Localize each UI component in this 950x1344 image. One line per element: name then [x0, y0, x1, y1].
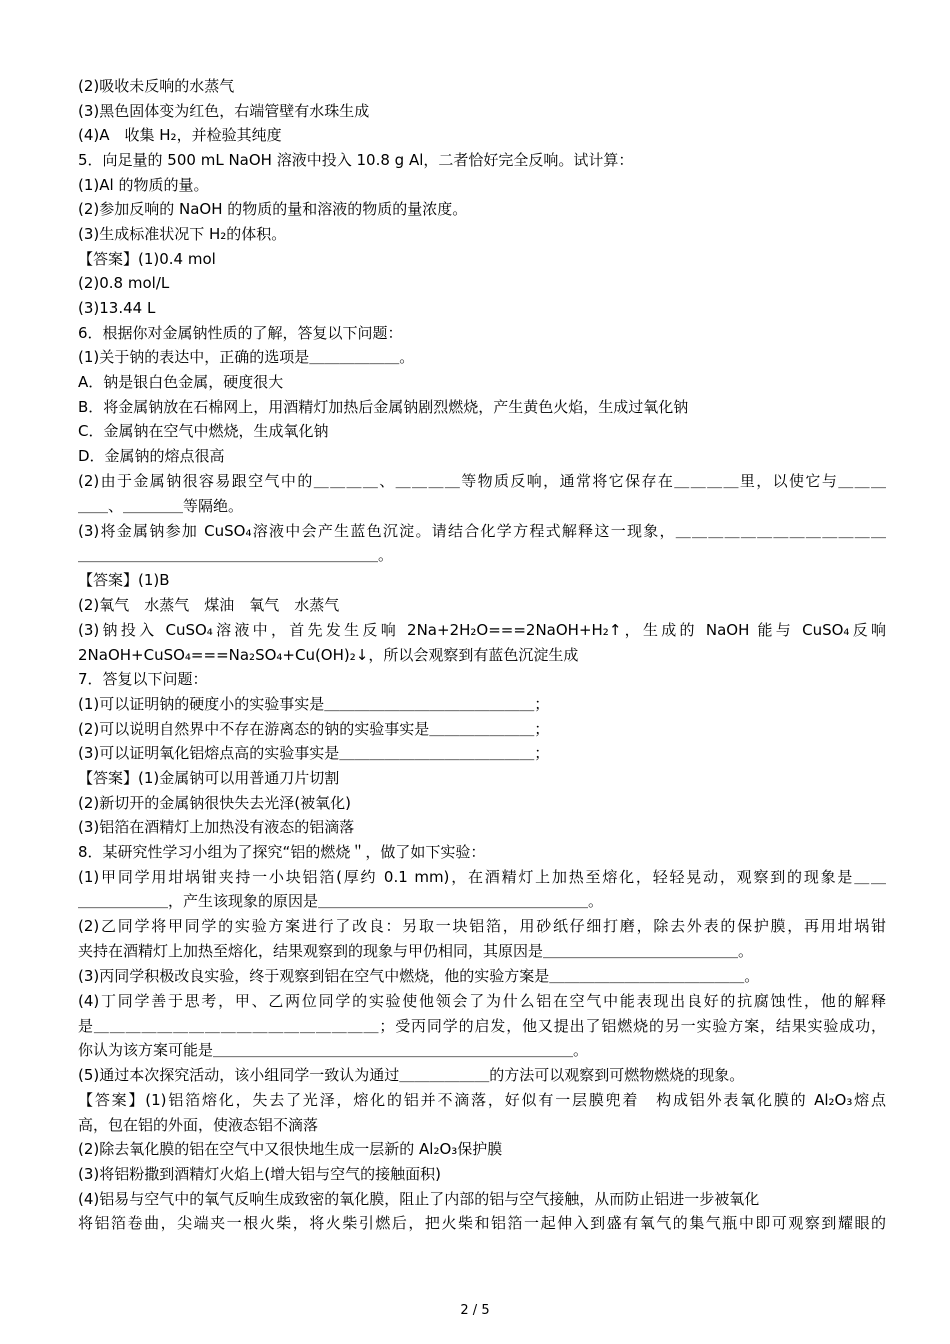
text-line: 5．向足量的 500 mL NaOH 溶液中投入 10.8 g Al，二者恰好完全反响。试计算：	[78, 151, 634, 169]
text-line: (4)铝易与空气中的氧气反响生成致密的氧化膜，阻止了内部的铝与空气接触，从而防止铝进一步被氧化	[78, 1190, 760, 1208]
text-line: 8．某研究性学习小组为了探究“铝的燃烧＂，做了如下实验：	[78, 843, 486, 861]
text-line: (4)丁同学善于思考，甲、乙两位同学的实验使他领会了为什么铝在空气中能表现出良好的抗腐蚀性，他的解释	[78, 992, 886, 1010]
text-line: C．金属钠在空气中燃烧，生成氧化钠	[78, 422, 329, 440]
text-line: (2)新切开的金属钠很快失去光泽(被氧化)	[78, 794, 351, 812]
text-line: ＿＿、＿＿＿＿等隔绝。	[78, 497, 244, 515]
text-line: (3)铝箔在酒精灯上加热没有液态的铝滴落	[78, 818, 355, 836]
text-line: (2)参加反响的 NaOH 的物质的量和溶液的物质的量浓度。	[78, 200, 468, 218]
text-line: (3)钠投入 CuSO₄溶液中，首先发生反响 2Na+2H₂O===2NaOH+H₂↑，生成的 NaOH 能与 CuSO₄反响	[78, 621, 886, 639]
text-line: (5)通过本次探究活动，该小组同学一致认为通过＿＿＿＿＿＿的方法可以观察到可燃物燃烧的现象。	[78, 1066, 745, 1084]
text-line: 2NaOH+CuSO₄===Na₂SO₄+Cu(OH)₂↓，所以会观察到有蓝色沉淀生成	[78, 646, 579, 664]
text-line: (4)A 收集 H₂，并检验其纯度	[78, 126, 282, 144]
text-line: 将铝箔卷曲，尖端夹一根火柴，将火柴引燃后，把火柴和铝箔一起伸入到盛有氧气的集气瓶中即可观察到耀眼的	[78, 1214, 886, 1232]
text-line: 是＿＿＿＿＿＿＿＿＿＿＿＿＿＿＿＿＿＿；受丙同学的启发，他又提出了铝燃烧的另一实验方案，结果实验成功，	[78, 1017, 886, 1035]
text-line: (2)氧气 水蒸气 煤油 氧气 水蒸气	[78, 596, 340, 614]
text-line: (3)将铝粉撒到酒精灯火焰上(增大铝与空气的接触面积)	[78, 1165, 441, 1183]
answer-line: 【答案】(1)B	[78, 571, 170, 589]
text-line: B．将金属钠放在石棉网上，用酒精灯加热后金属钠剧烈燃烧，产生黄色火焰，生成过氧化钠	[78, 398, 689, 416]
text-line: 6．根据你对金属钠性质的了解，答复以下问题：	[78, 324, 403, 342]
text-line: (3)13.44 L	[78, 299, 156, 317]
text-line: (3)生成标准状况下 H₂的体积。	[78, 225, 287, 243]
answer-line: 【答案】(1)金属钠可以用普通刀片切割	[78, 769, 340, 787]
text-line: (2)吸收未反响的水蒸气	[78, 77, 235, 95]
text-line: (2)除去氧化膜的铝在空气中又很快地生成一层新的 Al₂O₃保护膜	[78, 1140, 503, 1158]
text-line: 高，包在铝的外面，使液态铝不滴落	[78, 1116, 319, 1134]
text-line: (3)丙同学积极改良实验，终于观察到铝在空气中燃烧，他的实验方案是＿＿＿＿＿＿＿＿＿＿＿＿＿。	[78, 967, 760, 985]
text-line: D．金属钠的熔点很高	[78, 447, 225, 465]
text-line: (2)乙同学将甲同学的实验方案进行了改良：另取一块铝箔，用砂纸仔细打磨，除去外表的保护膜，再用坩埚钳	[78, 917, 886, 935]
text-line: (1)可以证明钠的硬度小的实验事实是＿＿＿＿＿＿＿＿＿＿＿＿＿＿；	[78, 695, 550, 713]
text-line: (3)可以证明氧化铝熔点高的实验事实是＿＿＿＿＿＿＿＿＿＿＿＿＿；	[78, 744, 550, 762]
text-line: ＿＿＿＿＿＿，产生该现象的原因是＿＿＿＿＿＿＿＿＿＿＿＿＿＿＿＿＿＿。	[78, 892, 604, 910]
text-line: ＿＿＿＿＿＿＿＿＿＿＿＿＿＿＿＿＿＿＿＿。	[78, 546, 394, 564]
text-line: (2)由于金属钠很容易跟空气中的＿＿＿＿、＿＿＿＿等物质反响，通常将它保存在＿＿＿＿里，以使它与＿＿＿	[78, 472, 886, 490]
text-line: (1)关于钠的表达中，正确的选项是＿＿＿＿＿＿。	[78, 348, 415, 366]
text-line: (3)黑色固体变为红色，右端管壁有水珠生成	[78, 102, 370, 120]
text-line: 你认为该方案可能是＿＿＿＿＿＿＿＿＿＿＿＿＿＿＿＿＿＿＿＿＿＿＿＿。	[78, 1041, 589, 1059]
text-line: (1)Al 的物质的量。	[78, 176, 209, 194]
text-line: (2)可以说明自然界中不存在游离态的钠的实验事实是＿＿＿＿＿＿＿；	[78, 720, 550, 738]
text-line: 7．答复以下问题：	[78, 670, 208, 688]
page-number: 2 / 5	[460, 1303, 490, 1318]
text-line: (3)将金属钠参加 CuSO₄溶液中会产生蓝色沉淀。请结合化学方程式解释这一现象，＿＿＿＿＿＿＿＿＿＿＿＿＿	[78, 522, 886, 540]
text-line: (2)0.8 mol/L	[78, 274, 170, 292]
answer-line: 【答案】(1)铝箔熔化，失去了光泽，熔化的铝并不滴落，好似有一层膜兜着 构成铝外表氧化膜的 Al₂O₃熔点	[78, 1091, 886, 1109]
text-line: 夹持在酒精灯上加热至熔化，结果观察到的现象与甲仍相同，其原因是＿＿＿＿＿＿＿＿＿＿＿＿＿。	[78, 942, 754, 960]
text-line: A．钠是银白色金属，硬度很大	[78, 373, 284, 391]
text-line: (1)甲同学用坩埚钳夹持一小块铝箔(厚约 0.1 mm)，在酒精灯上加热至熔化，轻轻晃动，观察到的现象是＿＿	[78, 868, 886, 886]
answer-line: 【答案】(1)0.4 mol	[78, 250, 216, 268]
